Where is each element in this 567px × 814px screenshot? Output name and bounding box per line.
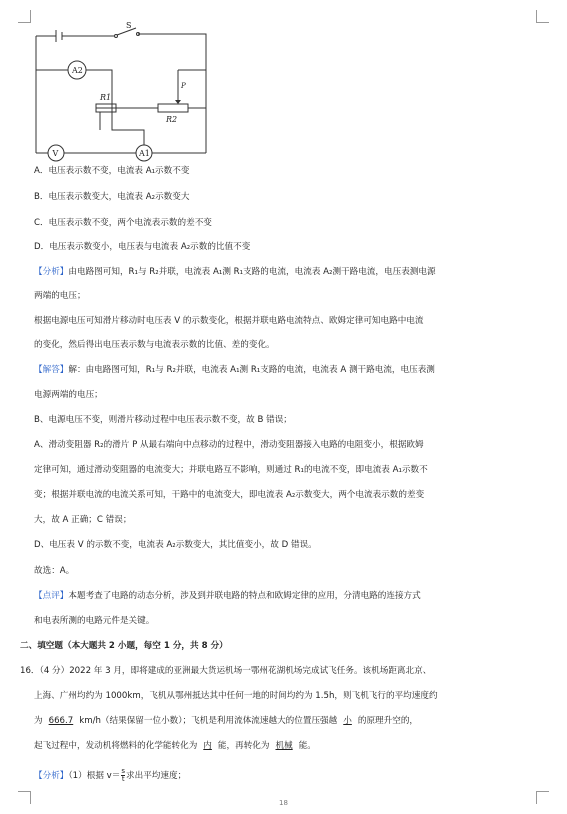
solution-line: 故选：A。 — [34, 566, 75, 576]
solution-line: 定律可知，通过滑动变阻器的电流变大；并联电路互不影响，则通过 R₁的电流不变，即电流表 A₁示数不 — [34, 465, 428, 475]
question-16-line: 为 666.7 km/h（结果保留一位小数）；飞机是利用流体流速越大的位置压强越 小 的原理升空的， — [34, 716, 419, 726]
answer-blank: 小 — [343, 716, 352, 726]
question-16-line: 16．（4 分）2022 年 3 月，即将建成的亚洲最大货运机场一鄂州花湖机场完成试飞任务。该机场距离北京、 — [20, 666, 432, 676]
page-number: 18 — [279, 799, 288, 807]
solution-line: A、滑动变阻器 R₂的滑片 P 从最右端向中点移动的过程中，滑动变阻器接入电路的电阻变小，根据欧姆 — [34, 440, 424, 450]
q16-analysis-tag: 【分析】 — [34, 771, 69, 781]
solution-line: 【解答】解：由电路图可知，R₁与 R₂并联，电流表 A₁测 R₁支路的电流，电流表 A 测干路电流，电压表测 — [34, 365, 435, 375]
option-b: B．电压表示数变大，电流表 A₂示数变大 — [34, 192, 190, 202]
option-a: A．电压表示数不变，电流表 A₁示数不变 — [34, 166, 190, 176]
analysis-line: 【分析】由电路图可知，R₁与 R₂并联，电流表 A₁测 R₁支路的电流，电流表 A₂测干路电流，电压表测电源 — [34, 267, 436, 277]
q16-analysis-line: 【分析】（1）根据 v＝ $\frac{s}{t}$ 求出平均速度； — [34, 767, 187, 783]
slider-label: P — [181, 82, 186, 90]
analysis-line: 根据电源电压可知滑片移动时电压表 V 的示数变化，根据并联电路电流特点、欧姆定律可知电路中电流 — [34, 316, 424, 326]
option-c: C．电压表示数不变，两个电流表示数的差不变 — [34, 218, 212, 228]
svg-text:A2: A2 — [72, 66, 83, 75]
switch-label: S — [126, 22, 132, 30]
solution-tag: 【解答】 — [34, 365, 69, 375]
analysis-line: 的变化，然后得出电压表示数与电流表示数的比值、差的变化。 — [34, 340, 275, 350]
solution-line: 变；根据并联电流的电流关系可知，干路中的电流变大，即电流表 A₂示数变大，两个电流表示数的差变 — [34, 490, 425, 500]
crop-mark — [536, 10, 549, 23]
answer-blank: 666.7 — [48, 716, 74, 726]
analysis-line: 两端的电压； — [34, 291, 86, 301]
comment-line: 【点评】本题考查了电路的动态分析，涉及到并联电路的特点和欧姆定律的应用，分清电路的连接方式 — [34, 591, 421, 601]
solution-line: 电源两端的电压； — [34, 390, 103, 400]
comment-line: 和电表所测的电路元件是关键。 — [34, 616, 155, 626]
section-heading: 二、填空题（本大题共 2 小题，每空 1 分，共 8 分） — [20, 641, 228, 651]
answer-blank: 机械 — [275, 741, 293, 751]
answer-blank: 内 — [203, 741, 212, 751]
solution-line: 大，故 A 正确；C 错误； — [34, 515, 132, 525]
svg-text:V: V — [52, 149, 59, 158]
circuit-diagram — [28, 22, 218, 162]
slider-p — [175, 94, 181, 104]
ammeter-a2 — [68, 61, 86, 79]
voltmeter-v — [48, 145, 64, 161]
analysis-tag: 【分析】 — [34, 267, 69, 277]
r2-label: R2 — [166, 115, 178, 124]
question-16-line: 起飞过程中，发动机将燃料的化学能转化为 内 能，再转化为 机械 能。 — [34, 741, 316, 751]
solution-line: D、电压表 V 的示数不变，电流表 A₂示数变大，其比值变小，故 D 错误。 — [34, 540, 317, 550]
svg-text:A1: A1 — [139, 149, 150, 158]
fraction: $\frac{s}{t}$ — [121, 767, 126, 783]
option-d: D．电压表示数变小，电压表与电流表 A₂示数的比值不变 — [34, 242, 251, 252]
question-16-line: 上海、广州均约为 1000km，飞机从鄂州抵达其中任何一地的时间均约为 1.5h，则飞机飞行的平均速度约 — [34, 691, 438, 701]
comment-tag: 【点评】 — [34, 591, 69, 601]
ammeter-a1 — [136, 145, 152, 161]
r1-label: R1 — [100, 93, 112, 102]
solution-line: B、电源电压不变，则滑片移动过程中电压表示数不变，故 B 错误； — [34, 415, 292, 425]
